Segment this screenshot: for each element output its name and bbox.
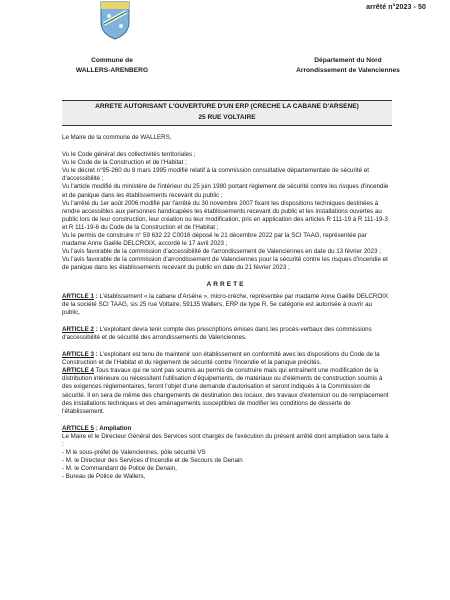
article-label: ARTICLE 4 bbox=[62, 367, 94, 375]
arrondissement-label: Arrondissement de Valenciennes bbox=[296, 67, 400, 74]
visa-item: Vu l'avis favorable de la commission d'arrondissement de Valenciennes pour la sécurité contre les risques d'incendie et de panique dans les établissements recevant du public en date du 21 février 2023 ; bbox=[62, 256, 388, 272]
commune-label: Commune de bbox=[91, 57, 133, 64]
article-suffix: : bbox=[93, 292, 98, 300]
departement-block bbox=[268, 56, 428, 76]
visa-item: Vu l'avis favorable de la commission d'accessibilité de l'arrondissement de Valenciennes en date du 13 février 2023 ; bbox=[62, 248, 381, 256]
article-text: L'exploitant devra tenir compte des prescriptions émises dans les procès-verbaux des commissions d'accessibilité et de sécurité des arrondissements de Valenciennes. bbox=[62, 325, 372, 341]
intro-line: Le Maire de la commune de WALLERS, bbox=[62, 134, 172, 141]
article-2 bbox=[62, 326, 390, 342]
article-label: ARTICLE 3 bbox=[62, 351, 94, 359]
article-suffix: : bbox=[93, 351, 98, 359]
document-title: ARRETE AUTORISANT L'OUVERTURE D'UN ERP (CRECHE LA CABANE D'ARSENE) bbox=[95, 103, 359, 110]
document-subtitle: 25 RUE VOLTAIRE bbox=[198, 114, 256, 121]
visa-item: Vu l'article modifié du ministère de l'intérieur du 25 juin 1980 portant règlement de sécurité contre les risques d'incendie et de panique dans les établissements recevant du public ; bbox=[62, 183, 389, 199]
article-5 bbox=[62, 425, 390, 433]
article-text: Tous travaux qui ne sont pas soumis au permis de construire mais qui entraînent une modification de la distribution intérieure ou nécessitent l'utilisation d'équipements, de matériaux ou d'éléments de construction soumis à des exigences réglementaires, feront l'objet d'une demande d'autorisation et seront indiqués à la Commission de sécurité. Il en sera de même des changements de destination des locaux, des travaux d'extension ou de remplacement des installations techniques et des aménagements susceptibles de modifier les conditions de desserte de l'établissement. bbox=[62, 367, 389, 415]
visa-item: Vu l'arrêté du 1er août 2006 modifié par l'arrêté du 30 novembre 2007 fixant les dispositions techniques destinées à rendre accessibles aux personnes handicapées les établissements recevant du public et les installations ouvertes au public lors de leur construction, leur création ou leur modification, pris en application des articles R 111-19 à R 111-19-3 et R 111-19-6 du Code de la Construction et de l'Habitat ; bbox=[62, 199, 388, 231]
commune-block bbox=[72, 56, 152, 76]
arrete-number: arrêté n°2023 - 50 bbox=[366, 4, 426, 11]
visa-item: Vu le décret n°95-260 du 8 mars 1995 modifié relatif à la commission consultative départementale de sécurité et d'accessibilité ; bbox=[62, 167, 369, 183]
visa-item: Vu le Code général des collectivités territoriales ; bbox=[62, 151, 196, 159]
article-label: ARTICLE 2 bbox=[62, 325, 94, 333]
article-suffix: : bbox=[93, 325, 98, 333]
article-text: L'établissement « la cabane d'Arsène », micro-crèche, représentée par madame Anne Gaëlle DELCROIX de la société SCI TAAG, sis 25 rue Voltaire, 59135 Wallers, ERP de type R, 5e catégorie est autorisée à ouvrir au public, bbox=[62, 292, 388, 316]
ampliation-item: - M. le Commandant de Police de Denain, bbox=[62, 465, 177, 473]
article-1 bbox=[62, 293, 390, 317]
document-title-box bbox=[62, 100, 392, 126]
ampliation-intro: Le Maire et le Directeur Général des Services sont chargés de l'exécution du présent arrêté dont ampliation sera faite à : bbox=[62, 432, 389, 448]
town-crest-logo bbox=[97, 0, 133, 40]
article-suffix: : Ampliation bbox=[93, 424, 132, 432]
ampliation-item: - M. le Directeur des Services d'Incendie et de Secours de Denain bbox=[62, 457, 243, 465]
article-label: ARTICLE 5 bbox=[62, 424, 94, 432]
article-label: ARTICLE 1 bbox=[62, 292, 94, 300]
visa-item: Vu le permis de construire n° 59 632 22 C0016 déposé le 21 décembre 2022 par la SCI TAAG, représentée par madame Anne Gaëlle DELCROIX, accordé le 17 avril 2023 ; bbox=[62, 232, 367, 248]
visa-item: Vu le Code de la Construction et de l'Habitat ; bbox=[62, 159, 187, 167]
commune-name: WALLERS-ARENBERG bbox=[75, 67, 149, 74]
article-text: L'exploitant est tenu de maintenir son établissement en conformité avec les dispositions du Code de la Construction et de l'Habitat et du règlement de sécurité contre l'incendie et la panique précités. bbox=[62, 351, 380, 367]
article-3 bbox=[62, 351, 390, 367]
arrete-heading: ARRETE bbox=[206, 280, 246, 288]
departement-label: Département du Nord bbox=[314, 57, 382, 64]
article-4 bbox=[62, 367, 390, 416]
ampliation-item: - Bureau de Police de Wallers, bbox=[62, 473, 146, 481]
document-body bbox=[62, 134, 390, 481]
ampliation-item: - M le sous-préfet de Valenciennes, pôle sécurité VS bbox=[62, 449, 206, 457]
